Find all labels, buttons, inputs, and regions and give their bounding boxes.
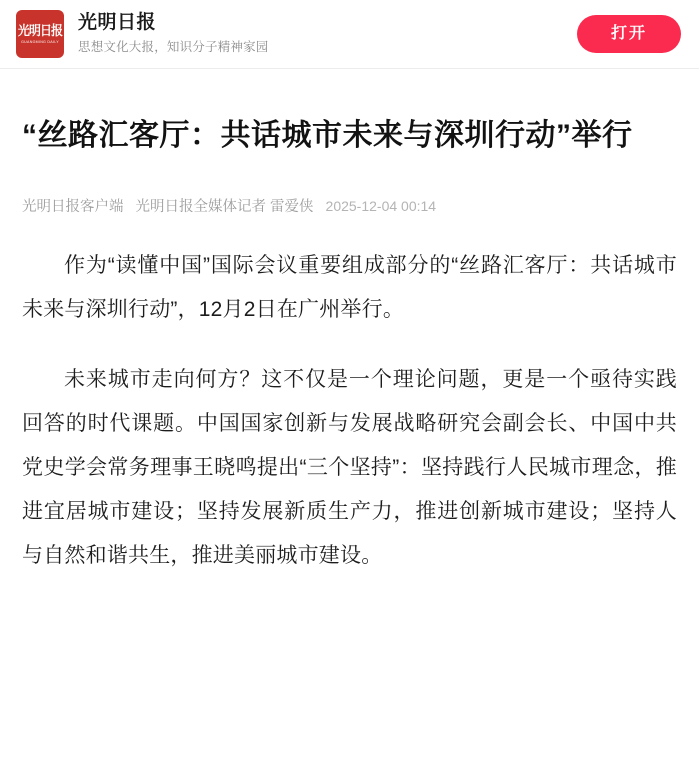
- article-body: [0, 111, 699, 578]
- brand-title: 光明日报: [78, 12, 157, 33]
- article-paragraph: 作为“读懂中国”国际会议重要组成部分的“丝路汇客厅：共话城市未来与深圳行动”，12月2日在广州举行。: [22, 254, 677, 321]
- app-header: [0, 0, 699, 68]
- brand-subtitle: 思想文化大报，知识分子精神家园: [78, 40, 269, 54]
- article-meta: [22, 195, 677, 218]
- logo-main-text: 光明日报: [17, 22, 63, 38]
- open-app-button[interactable]: 打开: [577, 15, 681, 53]
- logo-sub-text: GUANGMING DAILY: [21, 38, 59, 44]
- article-source: 光明日报客户端: [22, 199, 124, 215]
- guangming-daily-logo-icon: [16, 10, 64, 58]
- article-author: 光明日报全媒体记者 雷爱侠: [135, 199, 314, 215]
- header-divider: [0, 68, 699, 69]
- article-content: [22, 244, 677, 578]
- article-timestamp: 2025-12-04 00:14: [325, 198, 437, 214]
- brand-block: [78, 11, 577, 57]
- article-paragraph: 未来城市走向何方？这不仅是一个理论问题，更是一个亟待实践回答的时代课题。中国国家创新与发展战略研究会副会长、中国中共党史学会常务理事王晓鸣提出“三个坚持”：坚持践行人民城市理念，推进宜居城市建设；坚持发展新质生产力，推进创新城市建设；坚持人与自然和谐共生，推进美丽城市建设。: [22, 368, 677, 567]
- page-title: “丝路汇客厅：共话城市未来与深圳行动”举行: [22, 119, 633, 152]
